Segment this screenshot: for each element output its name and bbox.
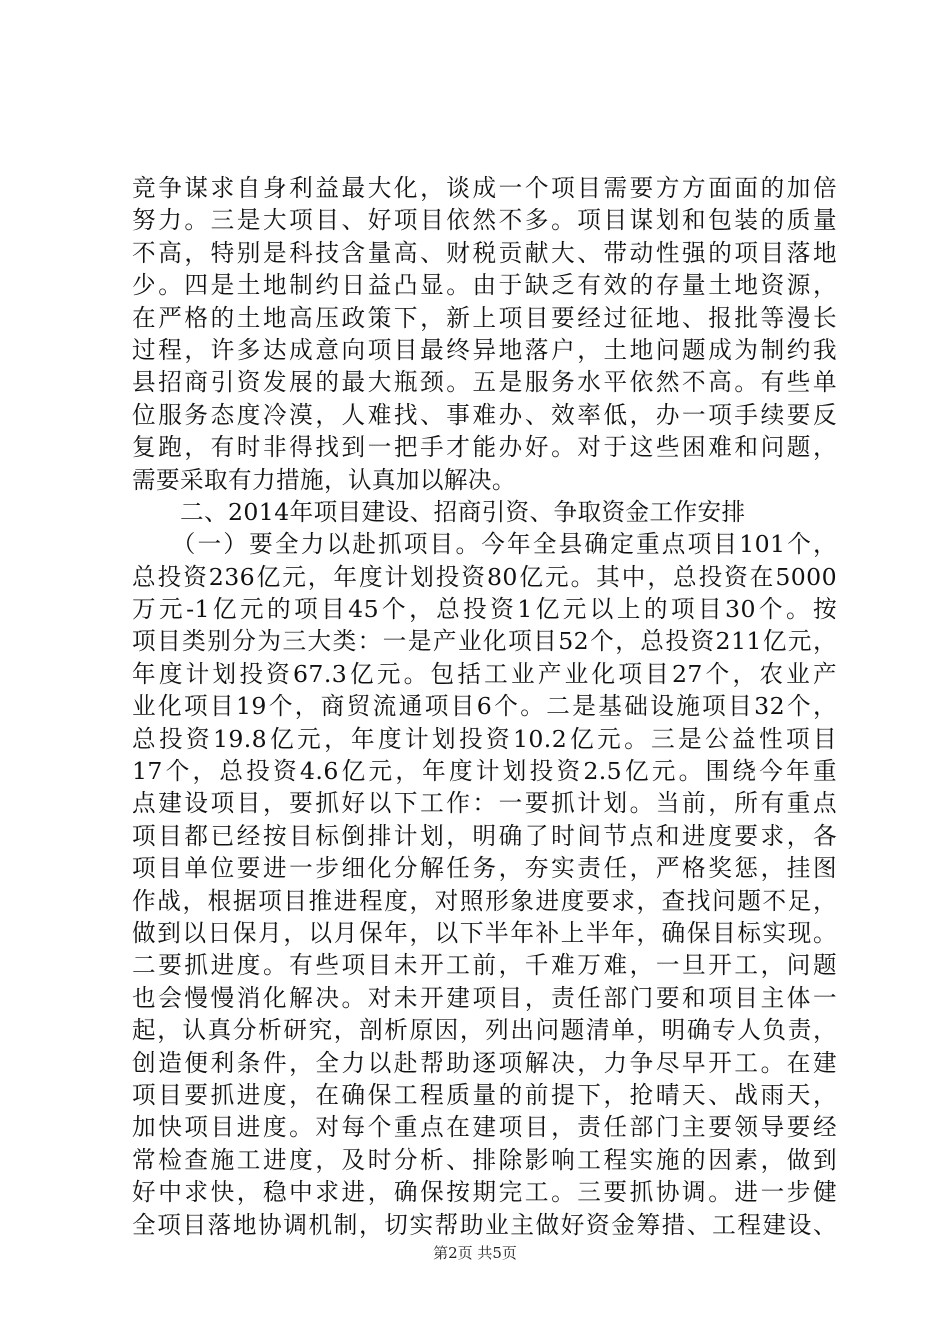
text-line: 起，认真分析研究，剖析原因，列出问题清单，明确专人负责，	[132, 1016, 837, 1045]
text-line: 在严格的土地高压政策下，新上项目要经过征地、报批等漫长	[132, 303, 837, 332]
text-line: 做到以日保月，以月保年，以下半年补上半年，确保目标实现。	[132, 918, 837, 947]
text-line: 县招商引资发展的最大瓶颈。五是服务水平依然不高。有些单	[132, 368, 837, 397]
page-footer: 第2页 共5页	[433, 1244, 517, 1262]
text-line: 年度计划投资67.3亿元。包括工业产业化项目27个，农业产	[132, 659, 837, 688]
text-line: 也会慢慢消化解决。对未开建项目，责任部门要和项目主体一	[132, 983, 837, 1012]
text-line: 努力。三是大项目、好项目依然不多。项目谋划和包装的质量	[132, 206, 837, 235]
text-line: 总投资19.8亿元，年度计划投资10.2亿元。三是公益性项目	[132, 724, 837, 753]
text-line: 少。四是土地制约日益凸显。由于缺乏有效的存量土地资源，	[132, 271, 837, 300]
text-line: 二要抓进度。有些项目未开工前，千难万难，一旦开工，问题	[132, 951, 837, 980]
text-line: 万元-1亿元的项目45个，总投资1亿元以上的项目30个。按	[132, 595, 837, 624]
text-line: 竞争谋求自身利益最大化，谈成一个项目需要方方面面的加倍	[132, 174, 837, 202]
text-line: 常检查施工进度，及时分析、排除影响工程实施的因素，做到	[132, 1145, 837, 1174]
text-line: 17个，总投资4.6亿元，年度计划投资2.5亿元。围绕今年重	[132, 757, 837, 786]
section-heading: 二、2014年项目建设、招商引资、争取资金工作安排	[132, 497, 746, 526]
text-line: 加快项目进度。对每个重点在建项目，责任部门主要领导要经	[132, 1113, 837, 1142]
text-line: 全项目落地协调机制，切实帮助业主做好资金筹措、工程建设、	[132, 1210, 837, 1239]
text-line: 好中求快，稳中求进，确保按期完工。三要抓协调。进一步健	[132, 1178, 837, 1207]
body-text	[132, 172, 837, 1241]
text-line: 复跑，有时非得找到一把手才能办好。对于这些困难和问题，	[132, 433, 837, 462]
text-line: 项目类别分为三大类：一是产业化项目52个，总投资211亿元，	[132, 627, 837, 656]
text-line: 总投资236亿元，年度计划投资80亿元。其中，总投资在5000	[132, 562, 837, 591]
text-line: 位服务态度冷漠，人难找、事难办、效率低，办一项手续要反	[132, 400, 837, 429]
text-line: 项目单位要进一步细化分解任务，夯实责任，严格奖惩，挂图	[132, 854, 837, 883]
text-line: 点建设项目，要抓好以下工作：一要抓计划。当前，所有重点	[132, 789, 837, 818]
text-line: 需要采取有力措施，认真加以解决。	[132, 465, 516, 494]
text-line: （一）要全力以赴抓项目。今年全县确定重点项目101个，	[132, 530, 837, 559]
text-line: 项目都已经按目标倒排计划，明确了时间节点和进度要求，各	[132, 821, 837, 850]
text-line: 项目要抓进度，在确保工程质量的前提下，抢晴天、战雨天，	[132, 1080, 837, 1109]
text-line: 业化项目19个，商贸流通项目6个。二是基础设施项目32个，	[132, 692, 837, 721]
text-line: 作战，根据项目推进程度，对照形象进度要求，查找问题不足，	[132, 886, 837, 915]
text-line: 创造便利条件，全力以赴帮助逐项解决，力争尽早开工。在建	[132, 1048, 837, 1077]
text-line: 不高，特别是科技含量高、财税贡献大、带动性强的项目落地	[132, 238, 837, 267]
text-line: 过程，许多达成意向项目最终异地落户，土地问题成为制约我	[132, 335, 837, 364]
